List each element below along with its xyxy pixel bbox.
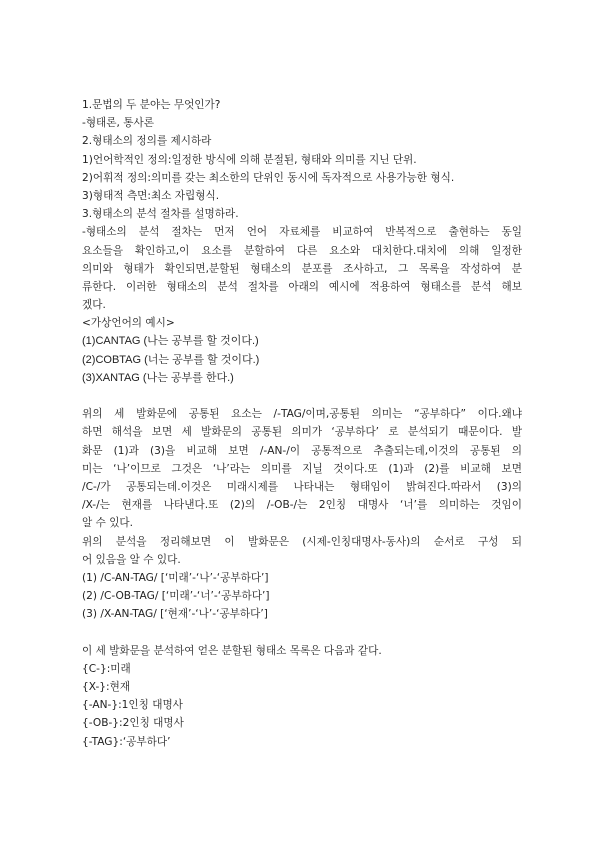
procedure-paragraph-line: 겠다. (82, 299, 106, 312)
analysis-summary-line: 어 있음을 알 수 있다. (82, 553, 181, 566)
analysis-paragraph-line: 미는 ‘나’이므로 그것은 ‘나’라는 의미를 지닐 것이다.또 (1)과 (2)를 비교해 보면 (82, 462, 522, 475)
analysis-paragraph-line: 알 수 있다. (82, 517, 134, 530)
document-body (82, 96, 522, 751)
procedure-paragraph-line: 의미와 형태가 확인되면,분할된 형태소의 분포를 조사하고, 그 목록을 작성하여 분 (82, 262, 522, 275)
breakdown-item: (1) /C-AN-TAG/ [‘미래’-‘나’-‘공부하다’] (82, 571, 269, 584)
example-sentence: (3)XANTAG (나는 공부를 한다.) (82, 371, 234, 384)
breakdown-item: (3) /X-AN-TAG/ [‘현재’-‘나’-‘공부하다’] (82, 608, 268, 621)
definition-item: 3)형태적 측면:최소 자립형식. (82, 189, 220, 202)
morpheme-item: {C-}:미래 (82, 662, 131, 675)
procedure-paragraph-line: 류한다. 이러한 형태소의 분석 절차를 아래의 예시에 적용하여 형태소를 분석 해보 (82, 280, 522, 293)
question-1-answer: -형태론, 통사론 (82, 117, 154, 130)
analysis-paragraph-line: 화문 (1)과 (3)을 비교해 보면 /-AN-/이 공통적으로 추출되는데,이것의 공통된 의 (82, 444, 522, 457)
analysis-paragraph-line: /C-/가 공통되는데.이것은 미래시제를 나타내는 형태임이 밝혀진다.따라서 (3)의 (82, 480, 522, 493)
blank-line (82, 387, 522, 405)
procedure-paragraph-line: 요소들을 확인하고,이 요소를 분할하여 다른 요소와 대치한다.대치에 의해 일정한 (82, 244, 522, 257)
analysis-paragraph-line: 위의 세 발화문에 공통된 요소는 /-TAG/이며,공통된 의미는 “공부하다” 이다.왜냐 (82, 408, 522, 421)
example-sentence: (1)CANTAG (나는 공부를 할 것이다.) (82, 335, 259, 348)
morpheme-item: {X-}:현재 (82, 681, 131, 693)
morpheme-item: {-TAG}:‘공부하다’ (82, 735, 171, 748)
morpheme-item: {-AN-}:1인칭 대명사 (82, 699, 183, 712)
breakdown-item: (2) /C-OB-TAG/ [‘미래’-‘너’-‘공부하다’] (82, 590, 270, 603)
analysis-paragraph-line: /X-/는 현재를 나타낸다.또 (2)의 /-OB-/는 2인칭 대명사 ‘너’를 의미하는 것임이 (82, 499, 522, 512)
question-3-title: 3.형태소의 분석 절차를 설명하라. (82, 208, 239, 221)
definition-item: 2)어휘적 정의:의미를 갖는 최소한의 단위인 동시에 독자적으로 사용가능한 형식. (82, 171, 455, 184)
morpheme-item: {-OB-}:2인칭 대명사 (82, 717, 184, 730)
analysis-paragraph-line: 하면 해석을 보면 세 발화문의 공통된 의미가 ‘공부하다’ 로 분석되기 때문이다. 발 (82, 426, 522, 439)
question-1-title: 1.문법의 두 분야는 무엇인가? (82, 99, 221, 111)
blank-line (82, 623, 522, 641)
procedure-paragraph-line: -형태소의 분석 절차는 먼저 언어 자료체를 비교하여 반복적으로 출현하는 동일 (82, 226, 522, 239)
example-sentence: (2)COBTAG (너는 공부를 할 것이다.) (82, 353, 260, 366)
definition-item: 1)언어학적인 정의:일정한 방식에 의해 분절된, 형태와 의미를 지닌 단위. (82, 153, 417, 166)
example-heading: <가상언어의 예시> (82, 317, 175, 330)
analysis-summary-line: 위의 분석을 정리해보면 이 발화문은 (시제-인칭대명사-동사)의 순서로 구성 되 (82, 535, 522, 548)
question-2-title: 2.형태소의 정의를 제시하라 (82, 135, 212, 148)
morpheme-list-intro: 이 세 발화문을 분석하여 얻은 분할된 형태소 목록은 다음과 같다. (82, 644, 382, 657)
